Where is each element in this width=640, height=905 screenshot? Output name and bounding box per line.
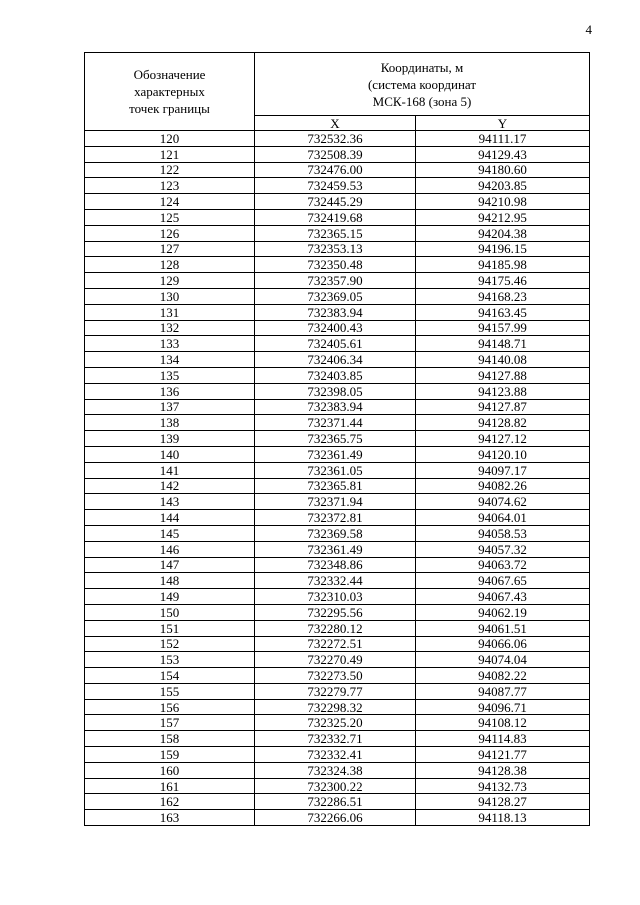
y-coordinate-cell: 94082.26 <box>416 478 590 494</box>
table-row <box>85 304 590 320</box>
x-coordinate-cell: 732459.53 <box>255 178 416 194</box>
y-coordinate-cell: 94127.88 <box>416 367 590 383</box>
y-coordinate-cell: 94067.43 <box>416 589 590 605</box>
y-column-header: Y <box>416 116 590 131</box>
table-row <box>85 762 590 778</box>
y-coordinate-cell: 94128.38 <box>416 762 590 778</box>
x-coordinate-cell: 732332.71 <box>255 731 416 747</box>
table-row <box>85 668 590 684</box>
table-row <box>85 636 590 652</box>
table-row <box>85 194 590 210</box>
table-row <box>85 573 590 589</box>
x-coordinate-cell: 732369.05 <box>255 288 416 304</box>
point-number-cell: 136 <box>85 383 255 399</box>
y-coordinate-cell: 94097.17 <box>416 462 590 478</box>
point-number-cell: 148 <box>85 573 255 589</box>
x-coordinate-cell: 732266.06 <box>255 810 416 826</box>
y-coordinate-cell: 94127.12 <box>416 431 590 447</box>
y-coordinate-cell: 94114.83 <box>416 731 590 747</box>
x-coordinate-cell: 732361.49 <box>255 446 416 462</box>
point-number-cell: 150 <box>85 604 255 620</box>
table-row <box>85 699 590 715</box>
table-body <box>85 131 590 826</box>
designation-header-line: характерных <box>134 84 205 99</box>
point-number-cell: 131 <box>85 304 255 320</box>
table-row <box>85 162 590 178</box>
table-row <box>85 446 590 462</box>
table-row <box>85 715 590 731</box>
y-coordinate-cell: 94204.38 <box>416 225 590 241</box>
table-row <box>85 241 590 257</box>
point-number-cell: 152 <box>85 636 255 652</box>
y-coordinate-cell: 94087.77 <box>416 683 590 699</box>
x-coordinate-cell: 732383.94 <box>255 304 416 320</box>
point-number-cell: 143 <box>85 494 255 510</box>
y-coordinate-cell: 94074.04 <box>416 652 590 668</box>
point-number-cell: 163 <box>85 810 255 826</box>
point-number-cell: 124 <box>85 194 255 210</box>
x-coordinate-cell: 732361.49 <box>255 541 416 557</box>
x-coordinate-cell: 732324.38 <box>255 762 416 778</box>
point-number-cell: 159 <box>85 747 255 763</box>
x-coordinate-cell: 732295.56 <box>255 604 416 620</box>
table-row <box>85 431 590 447</box>
page-number: 4 <box>585 22 592 37</box>
y-coordinate-cell: 94212.95 <box>416 209 590 225</box>
table-row <box>85 604 590 620</box>
designation-header <box>85 53 255 131</box>
x-coordinate-cell: 732371.44 <box>255 415 416 431</box>
table-row <box>85 747 590 763</box>
coordinates-header-line: Координаты, м <box>380 59 464 75</box>
point-number-cell: 149 <box>85 589 255 605</box>
x-coordinate-cell: 732403.85 <box>255 367 416 383</box>
point-number-cell: 151 <box>85 620 255 636</box>
point-number-cell: 132 <box>85 320 255 336</box>
y-coordinate-cell: 94128.82 <box>416 415 590 431</box>
x-coordinate-cell: 732532.36 <box>255 131 416 147</box>
point-number-cell: 162 <box>85 794 255 810</box>
point-number-cell: 120 <box>85 131 255 147</box>
table-row <box>85 288 590 304</box>
point-number-cell: 123 <box>85 178 255 194</box>
point-number-cell: 161 <box>85 778 255 794</box>
y-coordinate-cell: 94128.27 <box>416 794 590 810</box>
designation-header-line: точек границы <box>129 101 210 116</box>
table-row <box>85 146 590 162</box>
x-coordinate-cell: 732369.58 <box>255 525 416 541</box>
x-coordinate-cell: 732350.48 <box>255 257 416 273</box>
point-number-cell: 126 <box>85 225 255 241</box>
table-row <box>85 462 590 478</box>
coordinates-table <box>84 52 590 826</box>
point-number-cell: 147 <box>85 557 255 573</box>
point-number-cell: 127 <box>85 241 255 257</box>
point-number-cell: 154 <box>85 668 255 684</box>
point-number-cell: 135 <box>85 367 255 383</box>
y-coordinate-cell: 94148.71 <box>416 336 590 352</box>
y-coordinate-cell: 94057.32 <box>416 541 590 557</box>
y-coordinate-cell: 94058.53 <box>416 525 590 541</box>
y-coordinate-cell: 94062.19 <box>416 604 590 620</box>
point-number-cell: 128 <box>85 257 255 273</box>
y-coordinate-cell: 94196.15 <box>416 241 590 257</box>
y-coordinate-cell: 94082.22 <box>416 668 590 684</box>
point-number-cell: 142 <box>85 478 255 494</box>
table-row <box>85 557 590 573</box>
x-column-header: X <box>255 116 416 131</box>
point-number-cell: 141 <box>85 462 255 478</box>
x-coordinate-cell: 732365.15 <box>255 225 416 241</box>
x-coordinate-cell: 732272.51 <box>255 636 416 652</box>
table-row <box>85 478 590 494</box>
point-number-cell: 130 <box>85 288 255 304</box>
point-number-cell: 145 <box>85 525 255 541</box>
y-coordinate-cell: 94123.88 <box>416 383 590 399</box>
table-row <box>85 731 590 747</box>
x-coordinate-cell: 732398.05 <box>255 383 416 399</box>
x-coordinate-cell: 732508.39 <box>255 146 416 162</box>
table-row <box>85 273 590 289</box>
y-coordinate-cell: 94120.10 <box>416 446 590 462</box>
x-coordinate-cell: 732445.29 <box>255 194 416 210</box>
x-coordinate-cell: 732405.61 <box>255 336 416 352</box>
y-coordinate-cell: 94121.77 <box>416 747 590 763</box>
table-row <box>85 541 590 557</box>
table-row <box>85 494 590 510</box>
x-coordinate-cell: 732348.86 <box>255 557 416 573</box>
x-coordinate-cell: 732332.44 <box>255 573 416 589</box>
point-number-cell: 121 <box>85 146 255 162</box>
point-number-cell: 139 <box>85 431 255 447</box>
table-row <box>85 810 590 826</box>
point-number-cell: 160 <box>85 762 255 778</box>
x-coordinate-cell: 732357.90 <box>255 273 416 289</box>
point-number-cell: 144 <box>85 510 255 526</box>
point-number-cell: 153 <box>85 652 255 668</box>
y-coordinate-cell: 94132.73 <box>416 778 590 794</box>
x-coordinate-cell: 732273.50 <box>255 668 416 684</box>
y-coordinate-cell: 94168.23 <box>416 288 590 304</box>
table-row <box>85 367 590 383</box>
x-coordinate-cell: 732419.68 <box>255 209 416 225</box>
table-row <box>85 257 590 273</box>
y-coordinate-cell: 94163.45 <box>416 304 590 320</box>
x-coordinate-cell: 732383.94 <box>255 399 416 415</box>
y-coordinate-cell: 94140.08 <box>416 352 590 368</box>
x-coordinate-cell: 732365.75 <box>255 431 416 447</box>
table-row <box>85 778 590 794</box>
x-coordinate-cell: 732286.51 <box>255 794 416 810</box>
x-coordinate-cell: 732371.94 <box>255 494 416 510</box>
point-number-cell: 155 <box>85 683 255 699</box>
x-coordinate-cell: 732361.05 <box>255 462 416 478</box>
point-number-cell: 140 <box>85 446 255 462</box>
x-coordinate-cell: 732372.81 <box>255 510 416 526</box>
x-coordinate-cell: 732365.81 <box>255 478 416 494</box>
table-row <box>85 320 590 336</box>
table-row <box>85 131 590 147</box>
point-number-cell: 122 <box>85 162 255 178</box>
coordinates-header-line: МСК-168 (зона 5) <box>372 93 472 109</box>
point-number-cell: 146 <box>85 541 255 557</box>
x-coordinate-cell: 732353.13 <box>255 241 416 257</box>
table-row <box>85 209 590 225</box>
point-number-cell: 137 <box>85 399 255 415</box>
y-coordinate-cell: 94066.06 <box>416 636 590 652</box>
table-row <box>85 794 590 810</box>
coordinates-header <box>255 53 590 116</box>
x-coordinate-cell: 732279.77 <box>255 683 416 699</box>
y-coordinate-cell: 94096.71 <box>416 699 590 715</box>
y-coordinate-cell: 94111.17 <box>416 131 590 147</box>
table-row <box>85 336 590 352</box>
point-number-cell: 129 <box>85 273 255 289</box>
y-coordinate-cell: 94175.46 <box>416 273 590 289</box>
table-row <box>85 352 590 368</box>
y-coordinate-cell: 94210.98 <box>416 194 590 210</box>
y-coordinate-cell: 94127.87 <box>416 399 590 415</box>
table-row <box>85 525 590 541</box>
y-coordinate-cell: 94061.51 <box>416 620 590 636</box>
table-row <box>85 399 590 415</box>
table-row <box>85 683 590 699</box>
table-row <box>85 652 590 668</box>
coordinates-header-line: (система координат <box>367 76 477 92</box>
y-coordinate-cell: 94180.60 <box>416 162 590 178</box>
y-coordinate-cell: 94118.13 <box>416 810 590 826</box>
point-number-cell: 125 <box>85 209 255 225</box>
y-coordinate-cell: 94203.85 <box>416 178 590 194</box>
x-coordinate-cell: 732280.12 <box>255 620 416 636</box>
y-coordinate-cell: 94074.62 <box>416 494 590 510</box>
x-coordinate-cell: 732325.20 <box>255 715 416 731</box>
table-row <box>85 620 590 636</box>
designation-header-line: Обозначение <box>133 67 206 82</box>
point-number-cell: 156 <box>85 699 255 715</box>
table-row <box>85 415 590 431</box>
table-row <box>85 589 590 605</box>
x-coordinate-cell: 732310.03 <box>255 589 416 605</box>
y-coordinate-cell: 94157.99 <box>416 320 590 336</box>
point-number-cell: 158 <box>85 731 255 747</box>
point-number-cell: 157 <box>85 715 255 731</box>
y-coordinate-cell: 94064.01 <box>416 510 590 526</box>
y-coordinate-cell: 94063.72 <box>416 557 590 573</box>
x-coordinate-cell: 732298.32 <box>255 699 416 715</box>
table-row <box>85 383 590 399</box>
y-coordinate-cell: 94129.43 <box>416 146 590 162</box>
y-coordinate-cell: 94108.12 <box>416 715 590 731</box>
point-number-cell: 138 <box>85 415 255 431</box>
point-number-cell: 133 <box>85 336 255 352</box>
y-coordinate-cell: 94067.65 <box>416 573 590 589</box>
table-row <box>85 225 590 241</box>
x-coordinate-cell: 732400.43 <box>255 320 416 336</box>
table-row <box>85 510 590 526</box>
table-header-row <box>85 53 590 116</box>
table-row <box>85 178 590 194</box>
x-coordinate-cell: 732406.34 <box>255 352 416 368</box>
x-coordinate-cell: 732332.41 <box>255 747 416 763</box>
y-coordinate-cell: 94185.98 <box>416 257 590 273</box>
x-coordinate-cell: 732476.00 <box>255 162 416 178</box>
x-coordinate-cell: 732270.49 <box>255 652 416 668</box>
x-coordinate-cell: 732300.22 <box>255 778 416 794</box>
point-number-cell: 134 <box>85 352 255 368</box>
